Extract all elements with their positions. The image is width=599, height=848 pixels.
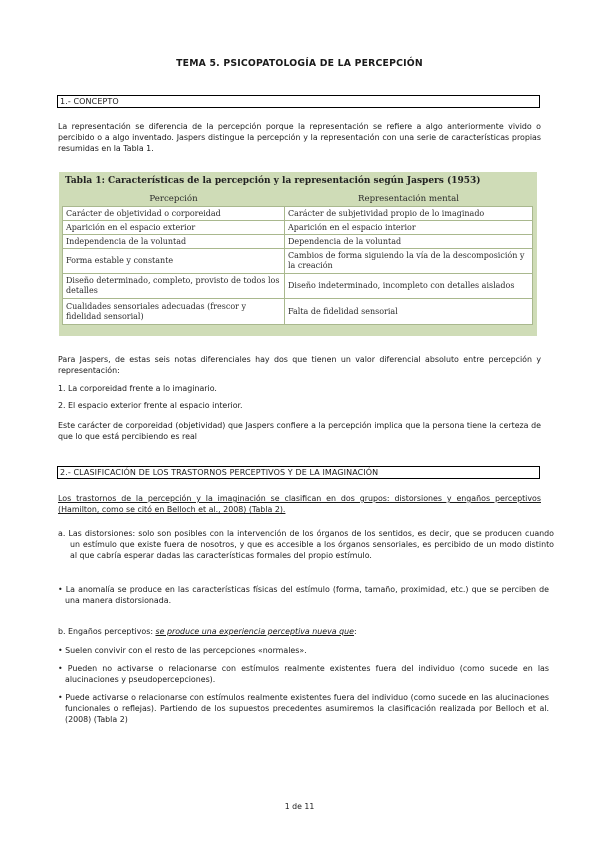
table-row — [63, 235, 533, 249]
corporeidad-paragraph: Este carácter de corporeidad (objetividad) que Jaspers confiere a la percepción implica que la persona tiene la certeza de que lo que está percibiendo es real — [58, 421, 541, 442]
list-item: • Pueden no activarse o relacionarse con estímulos realmente existentes fuera del individuo (como sucede en las alucinaciones y pseudopercepciones). — [58, 664, 549, 685]
list-item: • Puede activarse o relacionarse con estímulos realmente existentes fuera del individuo (como sucede en las alucinaciones funcionales o reflejas). Partiendo de los supuestos precedentes asumiremos la clasificación realizada por Belloch et al. (2008) (Tabla 2) — [58, 693, 549, 725]
section-heading-concepto: 1.- CONCEPTO — [57, 95, 540, 108]
list-item: • Suelen convivir con el resto de las percepciones «normales». — [58, 646, 307, 655]
column-header-representacion: Representación mental — [285, 191, 533, 207]
table-cell: Falta de fidelidad sensorial — [285, 299, 533, 325]
table-cell: Diseño determinado, completo, provisto de todos los detalles — [63, 274, 285, 299]
table-header-row — [63, 191, 533, 207]
page-title: TEMA 5. PSICOPATOLOGÍA DE LA PERCEPCIÓN — [176, 58, 423, 69]
table-cell: Carácter de objetividad o corporeidad — [63, 207, 285, 221]
table-cell: Carácter de subjetividad propio de lo imaginado — [285, 207, 533, 221]
concept-paragraph: La representación se diferencia de la percepción porque la representación se refiere a algo anteriormente vivido o percibido o a algo inventado. Jaspers distingue la percepción y la representación con una serie de características propias resumidas en la Tabla 1. — [58, 122, 541, 154]
table-row — [63, 299, 533, 325]
table-cell: Aparición en el espacio interior — [285, 221, 533, 235]
classification-intro: Los trastornos de la percepción y la imaginación se clasifican en dos grupos: distorsiones y engaños perceptivos (Hamilton, como se citó en Belloch et al., 2008) (Tabla 2). — [58, 494, 541, 515]
table-cell: Cambios de forma siguiendo la vía de la descomposición y la creación — [285, 249, 533, 274]
table-cell: Aparición en el espacio exterior — [63, 221, 285, 235]
table-cell: Cualidades sensoriales adecuadas (frescor y fidelidad sensorial) — [63, 299, 285, 325]
page-number: 1 de 11 — [284, 802, 315, 811]
table-caption: Tabla 1: Características de la percepción y la representación según Jaspers (1953) — [65, 176, 481, 186]
enganos-colon: : — [354, 627, 357, 636]
list-item: 1. La corporeidad frente a lo imaginario. — [58, 384, 217, 393]
enganos-item — [58, 626, 542, 637]
table-row — [63, 249, 533, 274]
table-cell: Diseño indeterminado, incompleto con detalles aislados — [285, 274, 533, 299]
jaspers-paragraph: Para Jaspers, de estas seis notas diferenciales hay dos que tienen un valor diferencial absoluto entre percepción y representación: — [58, 355, 541, 376]
table-cell: Independencia de la voluntad — [63, 235, 285, 249]
table-cell: Forma estable y constante — [63, 249, 285, 274]
enganos-label: b. Engaños perceptivos: — [58, 627, 156, 636]
column-header-percepcion: Percepción — [63, 191, 285, 207]
table-row — [63, 221, 533, 235]
table-row — [63, 207, 533, 221]
table-1 — [59, 172, 537, 336]
comparison-table — [62, 191, 533, 325]
list-item: 2. El espacio exterior frente al espacio interior. — [58, 401, 243, 410]
table-row — [63, 274, 533, 299]
list-item: • La anomalía se produce en las características físicas del estímulo (forma, tamaño, proximidad, etc.) que se perciben de una manera distorsionada. — [58, 585, 549, 606]
section-heading-clasificacion: 2.- CLASIFICACIÓN DE LOS TRASTORNOS PERCEPTIVOS Y DE LA IMAGINACIÓN — [57, 466, 540, 479]
distorsiones-item: a. Las distorsiones: solo son posibles con la intervención de los órganos de los sentidos, es decir, que se producen cuando un estímulo que existe fuera de nosotros, y que es accesible a los órganos sensoriales, es percibido de un modo distinto al que cabría esperar dadas las características formales del propio estímulo. — [58, 529, 554, 561]
enganos-emphasis: se produce una experiencia perceptiva nueva que — [155, 627, 355, 636]
table-cell: Dependencia de la voluntad — [285, 235, 533, 249]
